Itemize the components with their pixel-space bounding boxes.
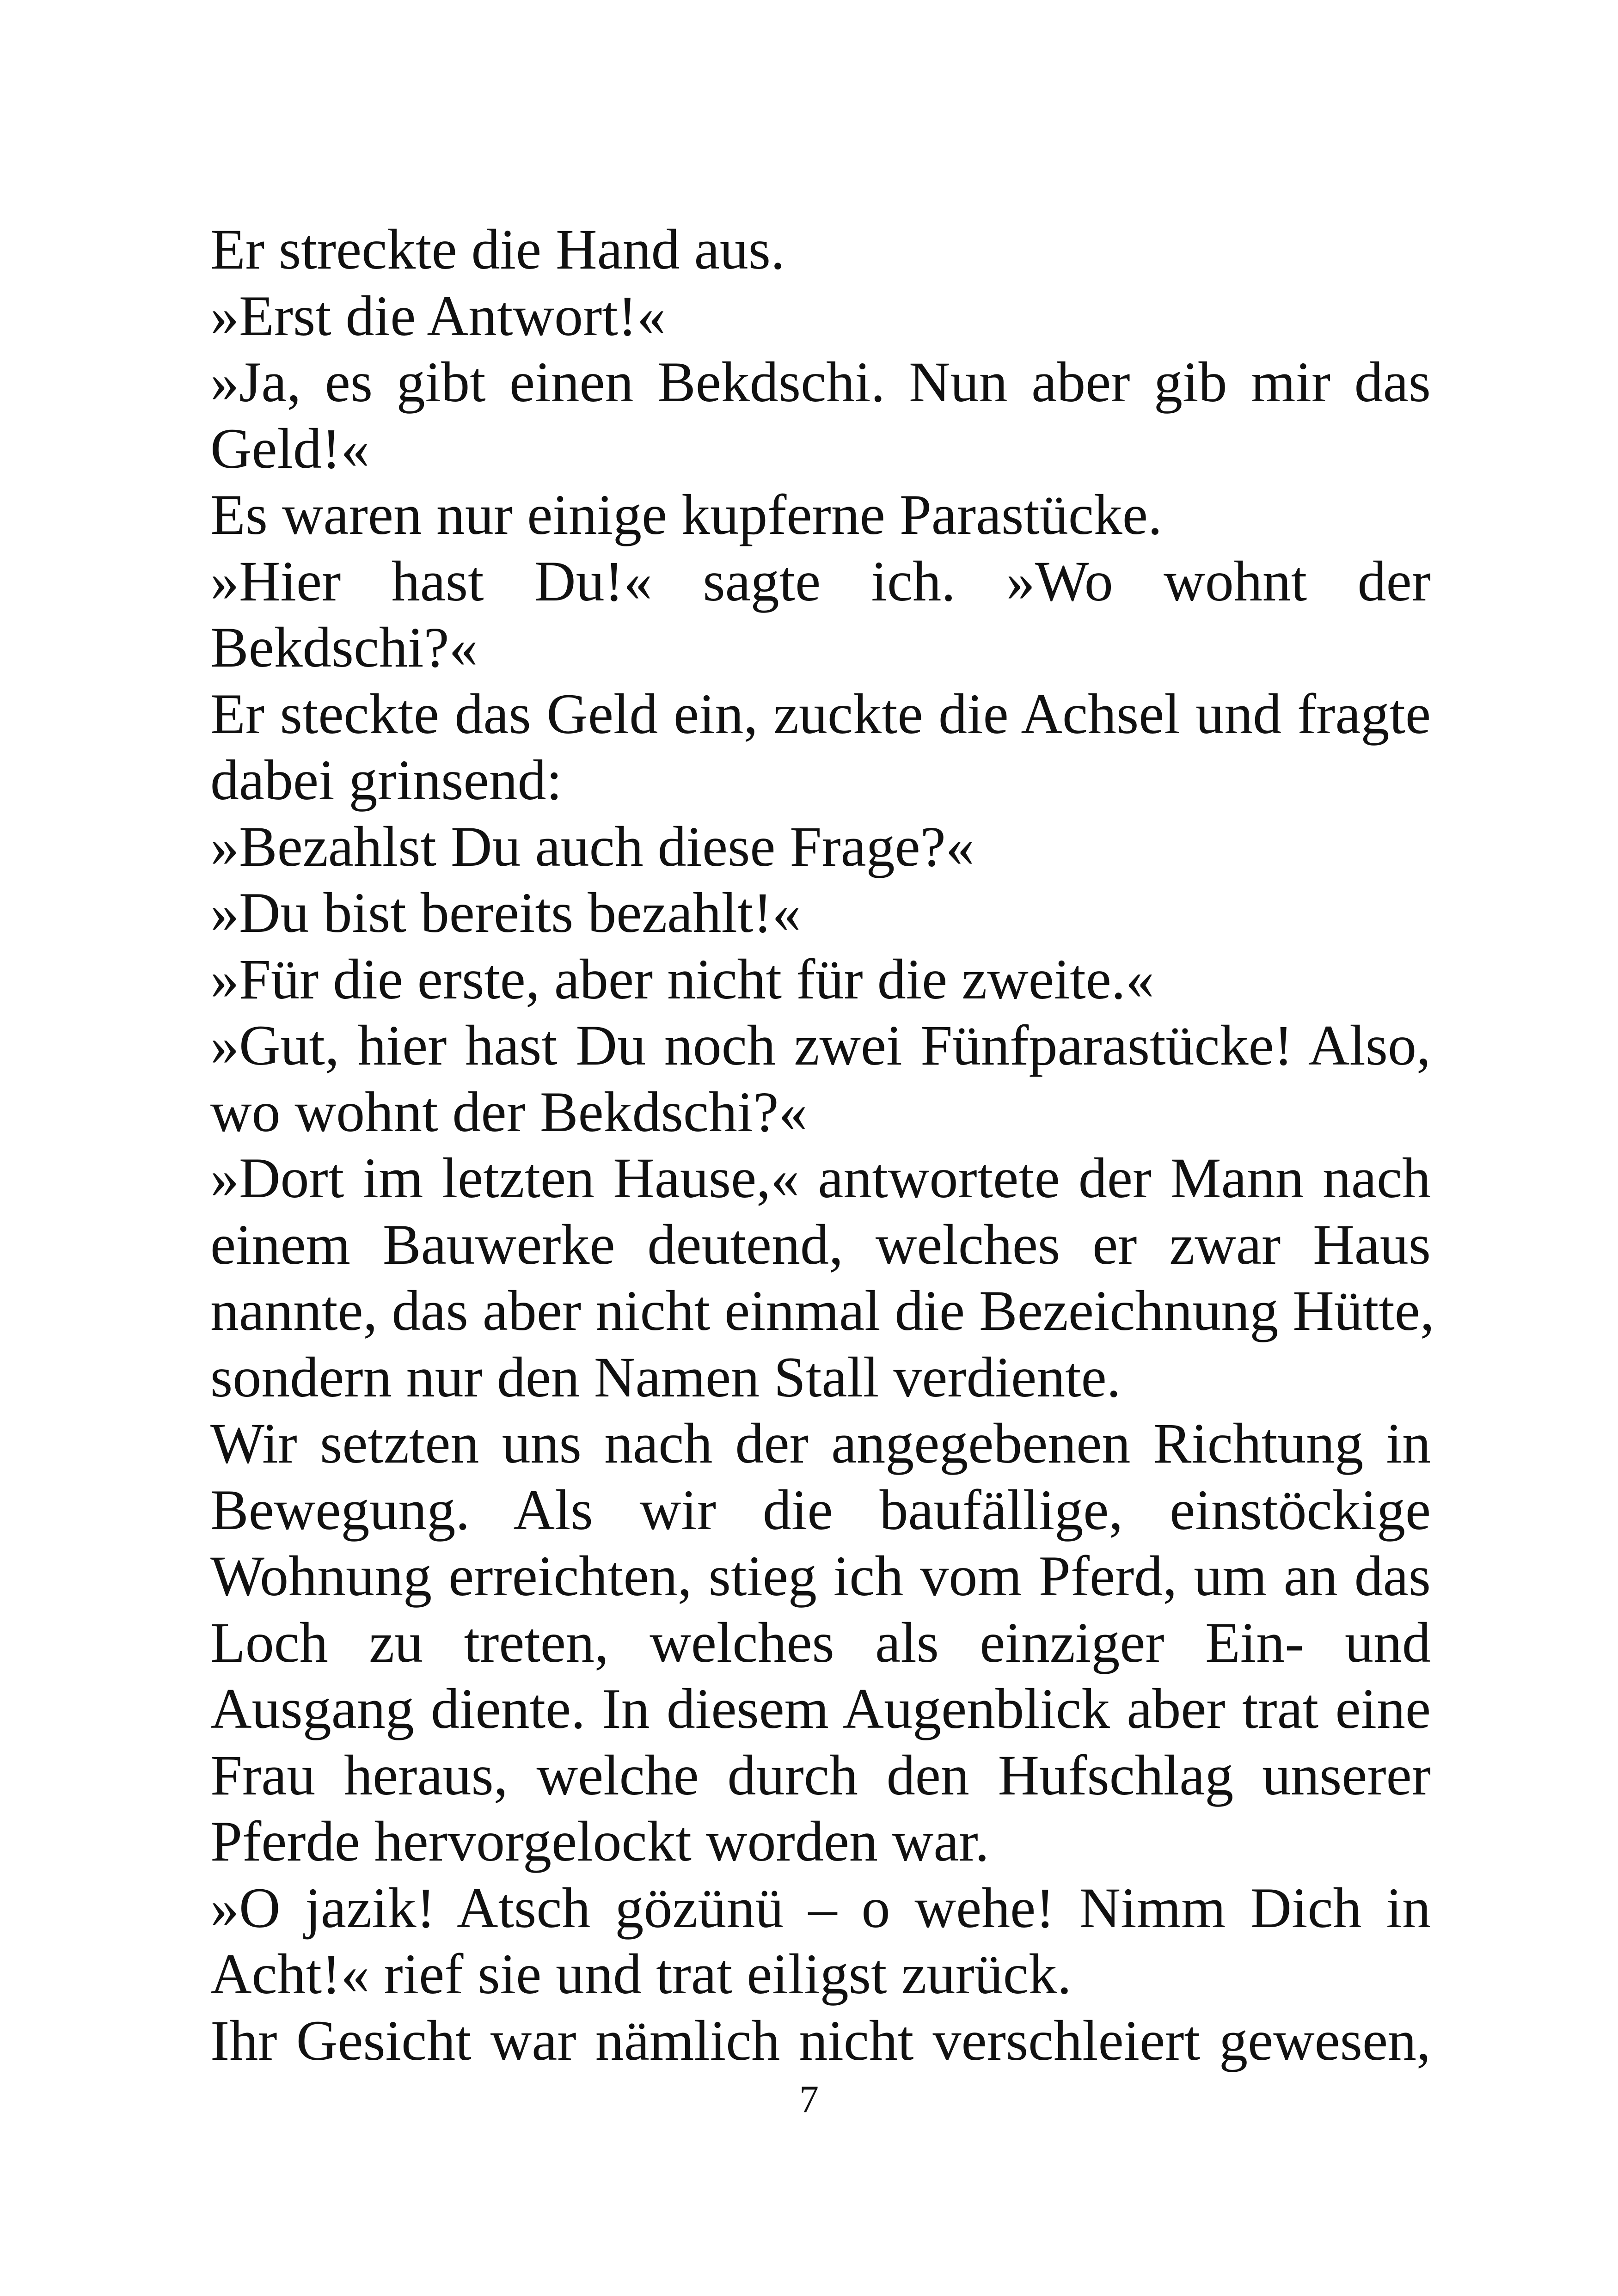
text-line: Loch zu treten, welches als einziger Ein- und xyxy=(210,1610,1431,1674)
text-line: Ihr Gesicht war nämlich nicht verschleiert gewesen, xyxy=(210,2008,1431,2072)
text-line: Bekdschi?« xyxy=(210,616,478,679)
text-line: einem Bauwerke deutend, welches er zwar Haus xyxy=(210,1212,1431,1276)
page-number: 7 xyxy=(799,2078,819,2121)
text-line: »Erst die Antwort!« xyxy=(210,284,666,348)
text-line: Acht!« rief sie und trat eiligst zurück. xyxy=(210,1942,1072,2006)
text-line: »Gut, hier hast Du noch zwei Fünfparastücke! Also, xyxy=(210,1014,1431,1077)
text-line: Pferde hervorgelockt worden war. xyxy=(210,1810,989,1873)
body-text xyxy=(210,216,1434,2074)
text-line: »Hier hast Du!« sagte ich. »Wo wohnt der xyxy=(210,549,1431,613)
text-line: »O jazik! Atsch gözünü – o wehe! Nimm Dich in xyxy=(210,1876,1431,1940)
text-line: Wohnung erreichten, stieg ich vom Pferd, um an das xyxy=(210,1544,1431,1608)
text-line: Ausgang diente. In diesem Augenblick aber trat eine xyxy=(210,1677,1431,1740)
text-line: »Dort im letzten Hause,« antwortete der Mann nach xyxy=(210,1146,1431,1210)
text-line: Er streckte die Hand aus. xyxy=(210,218,785,281)
text-line: »Bezahlst Du auch diese Frage?« xyxy=(210,814,974,878)
text-line: »Für die erste, aber nicht für die zweite.« xyxy=(210,947,1154,1011)
text-line: Frau heraus, welche durch den Hufschlag unserer xyxy=(210,1743,1431,1807)
text-line: Bewegung. Als wir die baufällige, einstöckige xyxy=(210,1478,1431,1542)
text-line: Er steckte das Geld ein, zuckte die Achsel und fragte xyxy=(210,682,1431,746)
text-line: Geld!« xyxy=(210,416,370,480)
text-line: wo wohnt der Bekdschi?« xyxy=(210,1080,808,1144)
text-line: dabei grinsend: xyxy=(210,748,563,812)
text-line: nannte, das aber nicht einmal die Bezeichnung Hütte, xyxy=(210,1279,1434,1342)
text-line: »Ja, es gibt einen Bekdschi. Nun aber gib mir das xyxy=(210,350,1431,414)
text-line: Es waren nur einige kupferne Parastücke. xyxy=(210,483,1162,546)
text-line: Wir setzten uns nach der angegebenen Richtung in xyxy=(210,1412,1431,1475)
text-line: sondern nur den Namen Stall verdiente. xyxy=(210,1345,1121,1409)
text-line: »Du bist bereits bezahlt!« xyxy=(210,881,801,944)
